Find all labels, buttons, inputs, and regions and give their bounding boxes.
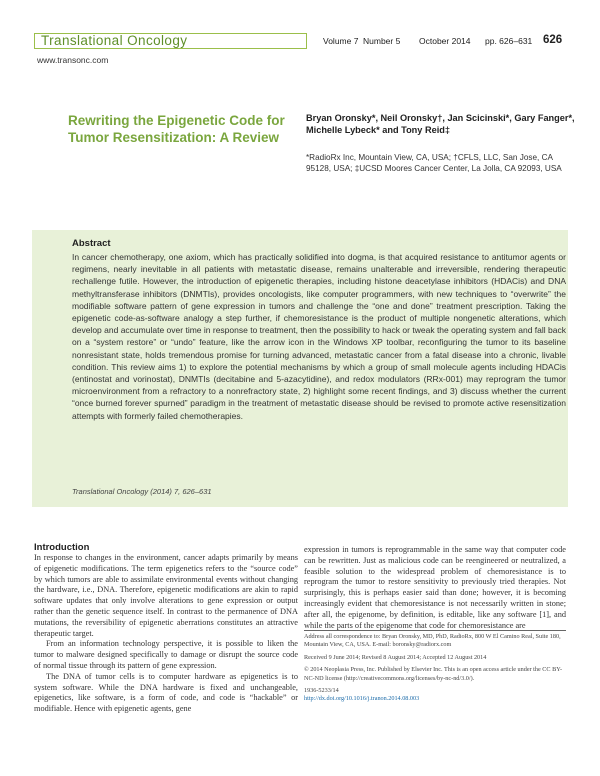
intro-paragraph-3: The DNA of tumor cells is to computer hardware as epigenetics is to system software. While the DNA hardware is fixed and unchangeable, epigenetics, like software, is a form of code, and code is “hackable” or modifiable. Hence with epigenetic agents, gene xyxy=(34,671,298,714)
footnote-rule xyxy=(304,630,566,631)
citation-line: Translational Oncology (2014) 7, 626–631 xyxy=(72,487,212,496)
abstract-text: In cancer chemotherapy, one axiom, which has practically solidified into dogma, is that acquired resistance to antitumor agents or regimens, nearly inevitable in all patients with metastatic disease, remains unalterable and irreversible, rendering therapeutic rechallenge futile. However, the introduction of epigenetic therapies, including histone deacetylase inhibitors (HDACis) and DNA methyltransferase inhibitors (DNMTIs), provides oncologists, like computer programmers, with new techniques to “overwrite” the modifiable software pattern of gene expression in tumors and challenge the “one and done” treatment prescription. Taking the epigenetic code-as-software analogy a step further, if chemoresistance is the product of multiple nongenetic alterations, which develop and accumulate over time in response to treatment, then the possibility to hack or tweak the operating system and fall back on a “system restore” or “undo” feature, like the arrow icon in the Windows XP toolbar, reconfiguring the tumor to its baseline nonresistant state, holds tremendous promise for turning advanced, metastatic cancer from a fatal disease into a chronic, livable condition. This review aims 1) to explore the potential mechanisms by which a group of small molecule agents including HDACis (entinostat and vorinostat), DNMTIs (decitabine and 5-azacytidine), and redox modulators (RRx-001) may reprogram the tumor microenvironment from a refractory to a nonrefractory state, 2) highlight some recent findings, and 3) discuss whether the current “once burned forever spurned” paradigm in the treatment of metastatic disease should be revised to promote active resensitization attempts with formerly failed chemotherapies. xyxy=(72,252,566,421)
page-number: 626 xyxy=(543,34,563,46)
journal-url[interactable]: www.transonc.com xyxy=(37,55,109,65)
introduction-heading: Introduction xyxy=(34,542,90,553)
doi-link[interactable]: http://dx.doi.org/10.1016/j.tranon.2014.08.003 xyxy=(304,695,420,703)
title-block xyxy=(68,112,293,146)
journal-name: Translational Oncology xyxy=(41,33,188,48)
article-title: Rewriting the Epigenetic Code for Tumor Resensitization: A Review xyxy=(68,113,285,145)
author-list: Bryan Oronsky*, Neil Oronsky†, Jan Scicinski*, Gary Fanger*, Michelle Lybeck* and Tony Reid‡ xyxy=(306,113,575,135)
footnotes xyxy=(304,630,566,708)
intro-paragraph-col2: expression in tumors is reprogrammable in the same way that computer code can be rewritten. Just as malicious code can be reengineered or neutralized, a feasible solution to the widespread problem of chemoresistance is to reprogram the tumor to restore sensitivity to previously tried therapies. Not surprisingly, this is perhaps easier said than done; however, it is becoming increasingly evident that chemoresistance is not necessarily written in stone; after all, the epigenome, by definition, is editable, like any software [1], and while the parts of the epigenome that code for chemoresistance are xyxy=(304,545,566,630)
page-range: pp. 626–631 xyxy=(485,36,533,46)
column-right xyxy=(304,545,566,631)
affiliations: *RadioRx Inc, Mountain View, CA, USA; †CFLS, LLC, San Jose, CA 95128, USA; ‡UCSD Moores Cancer Center, La Jolla, CA 92093, USA xyxy=(306,153,562,173)
column-left xyxy=(34,553,298,715)
intro-paragraph-1: In response to changes in the environment, cancer adapts primarily by means of epigenetic modifications. The term epigenetics refers to the “source code” by which tumors are able to assimilate environmental events without changing the hardware, i.e., DNA. Therefore, epigenetic modifications are akin to rapid software updates that only involve alterations to gene expression or output rather than the genetic sequence itself. In contrast to the permanence of DNA mutations, the reversibility of epigenetic aberrations constitutes an attractive therapeutic target. xyxy=(34,553,298,638)
correspondence-note: Address all correspondence to: Bryan Oronsky, MD, PhD, RadioRx, 800 W El Camino Real, Suite 180, Mountain View, CA, USA. E-mail: boronsky@radiorx.com xyxy=(304,633,561,649)
received-dates: Received 9 June 2014; Revised 8 August 2014; Accepted 12 August 2014 xyxy=(304,653,487,661)
issue-date: October 2014 xyxy=(419,36,471,46)
issue-number: Number 5 xyxy=(363,36,401,46)
issn: 1936-5233/14 xyxy=(304,687,339,695)
license-note: © 2014 Neoplasia Press, Inc. Published by Elsevier Inc. This is an open access article under the CC BY-NC-ND license (http://creativecommons.org/licenses/by-nc-nd/3.0/). xyxy=(304,666,563,682)
intro-paragraph-2: From an information technology perspective, it is possible to liken the tumor to malware designed specifically to damage or disrupt the source code of normal tissue through its pattern of gene expression. xyxy=(34,639,298,670)
volume: Volume 7 xyxy=(323,36,359,46)
abstract-heading: Abstract xyxy=(72,238,111,249)
